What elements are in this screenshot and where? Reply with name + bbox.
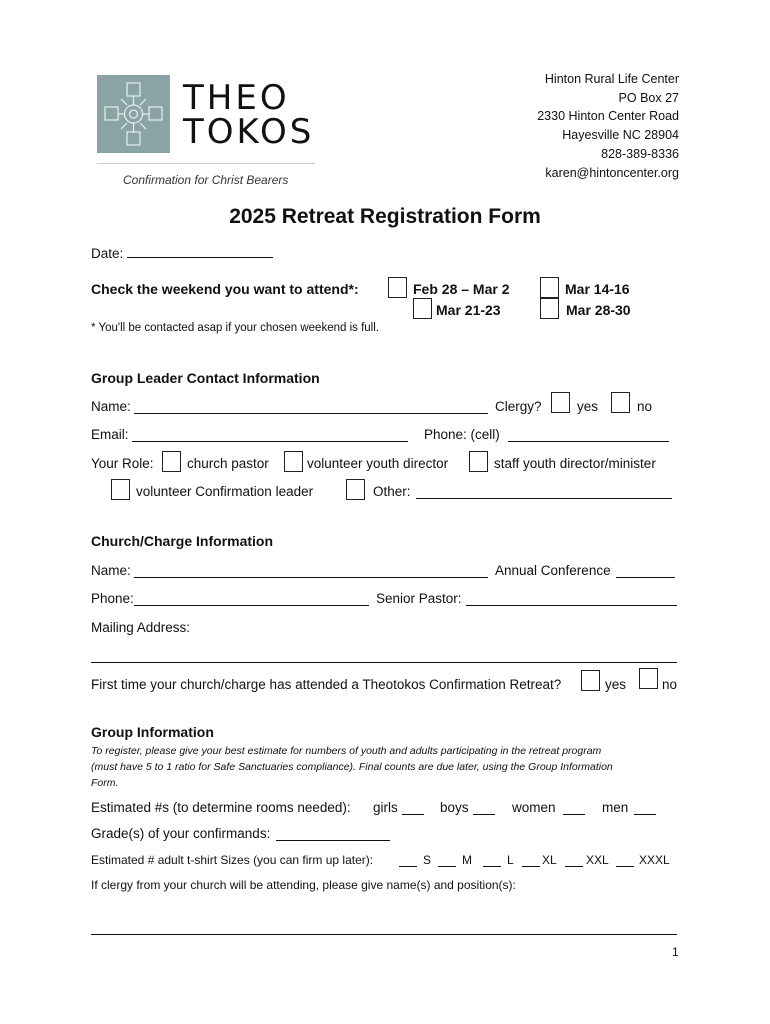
cross-emblem-icon	[97, 75, 170, 153]
group-leader-heading: Group Leader Contact Information	[91, 370, 320, 386]
first-time-no-label: no	[662, 677, 678, 692]
estimated-label: Estimated #s (to determine rooms needed):	[91, 800, 351, 815]
boys-label: boys	[440, 800, 469, 815]
logo-emblem	[97, 75, 170, 153]
boys-field[interactable]	[473, 800, 495, 815]
first-time-yes-checkbox[interactable]	[581, 670, 600, 691]
church-phone-field[interactable]	[134, 591, 369, 606]
conference-field[interactable]	[616, 563, 675, 578]
tshirt-l-field[interactable]	[483, 852, 501, 867]
tshirt-m-field[interactable]	[438, 852, 456, 867]
logo-word-theo: THEO	[183, 78, 290, 118]
church-phone-label: Phone:	[91, 591, 134, 606]
weekend-prompt: Check the weekend you want to attend*:	[91, 281, 359, 297]
men-field[interactable]	[634, 800, 656, 815]
page-title: 2025 Retreat Registration Form	[229, 205, 541, 228]
page-number: 1	[672, 945, 679, 959]
senior-pastor-label: Senior Pastor:	[376, 591, 462, 606]
role-church-pastor: church pastor	[187, 456, 269, 471]
role-staff-youth: staff youth director/minister	[494, 456, 656, 471]
address-city: Hayesville NC 28904	[562, 128, 679, 143]
weekend-option-mar21: Mar 21-23	[436, 302, 501, 318]
role-volunteer-youth-checkbox[interactable]	[284, 451, 303, 472]
leader-name-label: Name:	[91, 399, 131, 414]
address-street: 2330 Hinton Center Road	[537, 109, 679, 124]
leader-email-field[interactable]	[132, 427, 408, 442]
group-info-note-line1: To register, please give your best estimate for numbers of youth and adults participating in the retreat program	[91, 745, 602, 757]
weekend-checkbox-feb28[interactable]	[388, 277, 407, 298]
clergy-attending-field[interactable]	[91, 920, 677, 935]
role-church-pastor-checkbox[interactable]	[162, 451, 181, 472]
women-field[interactable]	[563, 800, 585, 815]
logo-tagline: Confirmation for Christ Bearers	[123, 173, 289, 187]
first-time-label: First time your church/charge has attended a Theotokos Confirmation Retreat?	[91, 677, 562, 692]
clergy-label: Clergy?	[495, 399, 542, 414]
group-info-note	[91, 743, 613, 791]
tshirt-xl-field[interactable]	[522, 852, 540, 867]
weekend-checkbox-mar21[interactable]	[413, 298, 432, 319]
tshirt-xl-label: XL	[542, 853, 557, 867]
role-volunteer-youth: volunteer youth director	[307, 456, 449, 471]
address-name: Hinton Rural Life Center	[544, 72, 679, 86]
address-po: PO Box 27	[618, 90, 679, 105]
clergy-no-checkbox[interactable]	[611, 392, 630, 413]
grades-label: Grade(s) of your confirmands:	[91, 826, 271, 841]
group-info-note-line3: Form.	[91, 777, 119, 789]
logo-word-tokos: TOKOS	[183, 112, 315, 152]
first-time-no-checkbox[interactable]	[639, 668, 658, 689]
tshirt-xxl-label: XXL	[586, 853, 609, 867]
clergy-attending-label: If clergy from your church will be attending, please give name(s) and position(s):	[91, 878, 516, 892]
tshirt-l-label: L	[507, 853, 514, 867]
leader-phone-label: Phone: (cell)	[424, 427, 500, 442]
role-other-label: Other:	[373, 484, 411, 499]
weekend-checkbox-mar28[interactable]	[540, 298, 559, 319]
date-field[interactable]	[127, 243, 273, 258]
men-label: men	[602, 800, 629, 815]
address-email: karen@hintoncenter.org	[545, 165, 679, 180]
weekend-option-mar14: Mar 14-16	[565, 281, 630, 297]
tshirt-xxxl-field[interactable]	[616, 852, 634, 867]
church-name-label: Name:	[91, 563, 131, 578]
role-volunteer-confirmation-checkbox[interactable]	[111, 479, 130, 500]
tshirt-xxxl-label: XXXL	[639, 853, 670, 867]
role-other-checkbox[interactable]	[346, 479, 365, 500]
role-other-field[interactable]	[416, 484, 672, 499]
group-info-heading: Group Information	[91, 724, 214, 740]
tshirt-s-field[interactable]	[399, 852, 417, 867]
weekend-option-mar28: Mar 28-30	[566, 302, 631, 318]
address-block	[537, 70, 679, 182]
conference-label: Annual Conference	[495, 563, 611, 578]
tshirt-m-label: M	[462, 853, 472, 867]
leader-name-field[interactable]	[134, 399, 488, 414]
clergy-no-label: no	[637, 399, 653, 414]
leader-phone-field[interactable]	[508, 427, 669, 442]
girls-field[interactable]	[402, 800, 424, 815]
clergy-yes-checkbox[interactable]	[551, 392, 570, 413]
grades-field[interactable]	[276, 826, 390, 841]
senior-pastor-field[interactable]	[466, 591, 677, 606]
role-label: Your Role:	[91, 456, 154, 471]
address-phone: 828-389-8336	[601, 146, 679, 161]
girls-label: girls	[373, 800, 398, 815]
tshirt-s-label: S	[423, 853, 432, 867]
role-staff-youth-checkbox[interactable]	[469, 451, 488, 472]
date-label: Date:	[91, 246, 124, 261]
first-time-yes-label: yes	[605, 677, 627, 692]
tshirt-xxl-field[interactable]	[565, 852, 583, 867]
logo-divider	[97, 163, 315, 164]
mailing-address-field[interactable]	[91, 648, 677, 663]
clergy-yes-label: yes	[577, 399, 599, 414]
church-heading: Church/Charge Information	[91, 533, 274, 549]
women-label: women	[512, 800, 556, 815]
mailing-address-label: Mailing Address:	[91, 620, 191, 635]
date-row	[91, 243, 273, 262]
role-volunteer-confirmation: volunteer Confirmation leader	[136, 484, 314, 499]
tshirt-label: Estimated # adult t-shirt Sizes (you can firm up later):	[91, 853, 374, 867]
church-name-field[interactable]	[134, 563, 488, 578]
leader-email-label: Email:	[91, 427, 129, 442]
weekend-checkbox-mar14[interactable]	[540, 277, 559, 298]
weekend-note: * You'll be contacted asap if your chosen weekend is full.	[91, 322, 379, 334]
weekend-option-feb28: Feb 28 – Mar 2	[413, 281, 510, 297]
group-info-note-line2: (must have 5 to 1 ratio for Safe Sanctuaries compliance). Final counts are due later, using the Group Information	[91, 761, 613, 773]
